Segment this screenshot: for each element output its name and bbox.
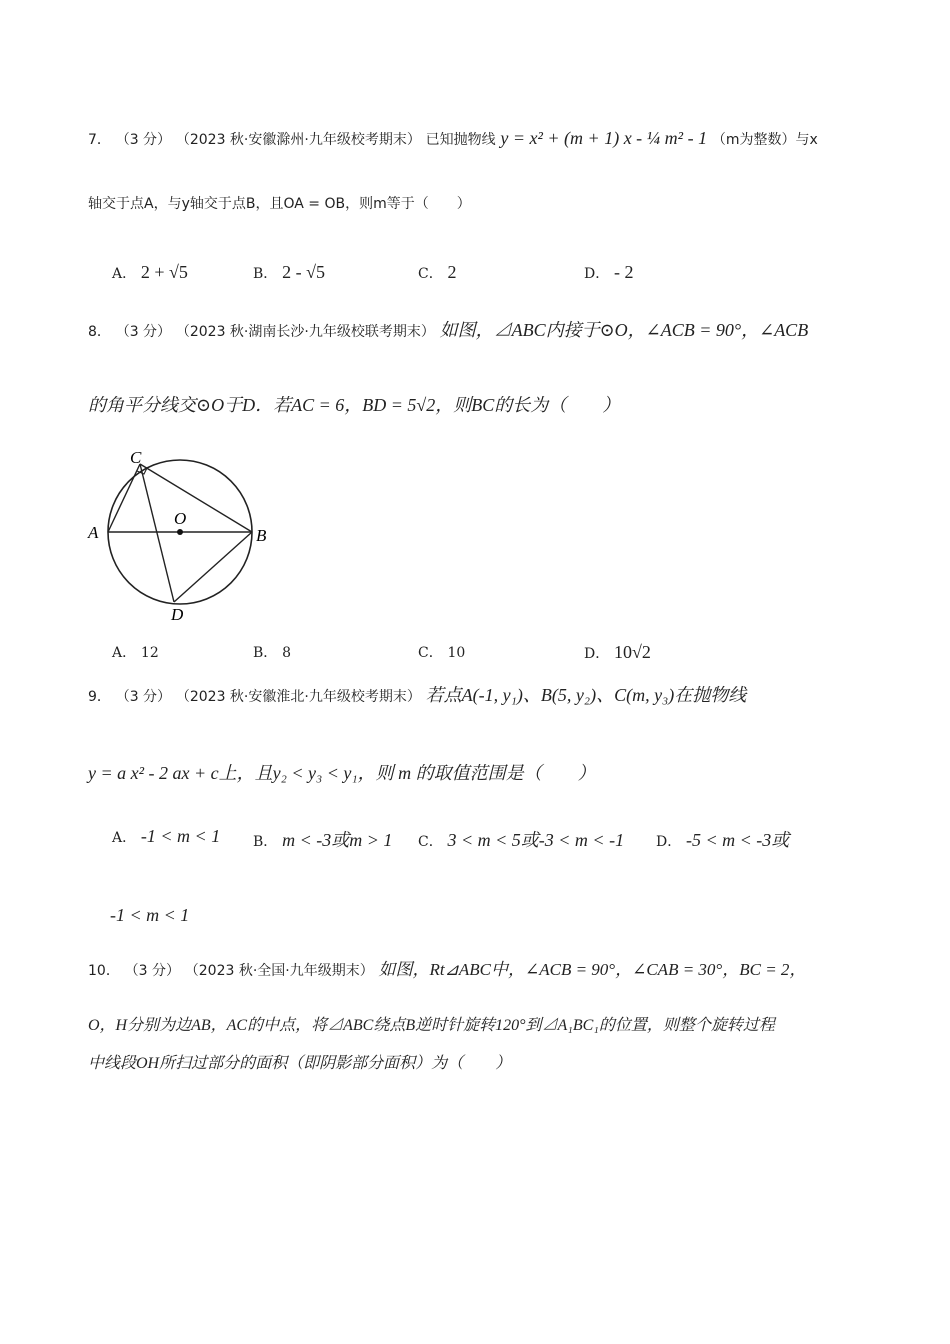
q10-stem-line3: 中线段OH所扫过部分的面积（即阴影部分面积）为（ ） bbox=[88, 1055, 512, 1072]
q7-note: （m为整数）与x bbox=[711, 132, 818, 148]
q10-source: （2023 秋·全国·九年级期末） bbox=[184, 963, 374, 979]
q8-option-a[interactable]: A． 12 bbox=[112, 645, 159, 661]
q10-score: （3 分） bbox=[124, 963, 180, 979]
q8-source: （2023 秋·湖南长沙·九年级校联考期末） bbox=[175, 324, 435, 340]
segment-cd bbox=[140, 464, 174, 602]
q7-stem-part1: 已知抛物线 bbox=[425, 132, 496, 148]
segment-cb bbox=[140, 464, 252, 532]
segment-ac bbox=[108, 464, 140, 532]
q7-formula: y = x² + (m + 1) x - ¼ m² - 1 bbox=[500, 128, 708, 148]
q9-option-c[interactable]: C． 3 < m < 5或-3 < m < -1 bbox=[418, 830, 625, 850]
q9-option-a[interactable]: A． -1 < m < 1 bbox=[112, 826, 221, 846]
label-c: C bbox=[130, 448, 142, 467]
q9-source: （2023 秋·安徽淮北·九年级校考期末） bbox=[175, 689, 421, 705]
q9-number: 9． bbox=[88, 689, 111, 705]
q10-number: 10． bbox=[88, 963, 120, 979]
q8-stem-line2: 的角平分线交⊙O于D．若AC = 6，BD = 5√2，则BC的长为（ ） bbox=[88, 395, 621, 415]
q7-stem-line2: 轴交于点A，与y轴交于点B，且OA = OB，则m等于（ ） bbox=[88, 196, 471, 212]
q9-score: （3 分） bbox=[115, 689, 172, 705]
q7-source: （2023 秋·安徽滁州·九年级校考期末） bbox=[175, 132, 421, 148]
q7-option-d[interactable]: D． - 2 bbox=[584, 262, 634, 282]
q8-option-c[interactable]: C． 10 bbox=[418, 645, 466, 661]
q8-option-b[interactable]: B． 8 bbox=[253, 645, 291, 661]
segment-db bbox=[174, 532, 252, 602]
q9-option-d-continued: -1 < m < 1 bbox=[110, 905, 190, 925]
q9-option-d[interactable]: D． -5 < m < -3或 bbox=[656, 830, 790, 850]
center-dot bbox=[177, 529, 183, 535]
label-b: B bbox=[256, 526, 267, 545]
q7-number: 7． bbox=[88, 132, 111, 148]
q10-stem-line2: O，H分别为边AB，AC的中点，将⊿ABC绕点B逆时针旋转120°到⊿A₁BC₁的位置，则整个旋转过程 bbox=[88, 1017, 775, 1034]
q9-stem-line1: 若点A(-1, y₁)、B(5, y₂)、C(m, y₃)在抛物线 bbox=[425, 685, 747, 705]
q8-stem-line1: 如图，⊿ABC内接于⊙O，∠ACB = 90°，∠ACB bbox=[439, 320, 809, 340]
label-a: A bbox=[88, 523, 99, 542]
q8-circle-figure bbox=[86, 448, 276, 628]
q7-option-c[interactable]: C． 2 bbox=[418, 262, 457, 282]
q9-stem-line2: y = a x² - 2 ax + c上，且y₂ < y₃ < y₁，则 m 的取值范围是（ ） bbox=[88, 763, 596, 783]
q7-option-a[interactable]: A． 2 + √5 bbox=[112, 262, 188, 282]
q7-option-b[interactable]: B． 2 - √5 bbox=[253, 262, 325, 282]
q10-stem-line1: 如图，Rt⊿ABC中，∠ACB = 90°，∠CAB = 30°，BC = 2， bbox=[378, 960, 807, 979]
label-d: D bbox=[171, 605, 184, 624]
q7-score: （3 分） bbox=[115, 132, 172, 148]
q9-option-b[interactable]: B． m < -3或m > 1 bbox=[253, 830, 393, 850]
q8-number: 8． bbox=[88, 324, 111, 340]
q8-score: （3 分） bbox=[115, 324, 172, 340]
q8-option-d[interactable]: D． 10√2 bbox=[584, 642, 651, 662]
label-o: O bbox=[174, 509, 187, 528]
